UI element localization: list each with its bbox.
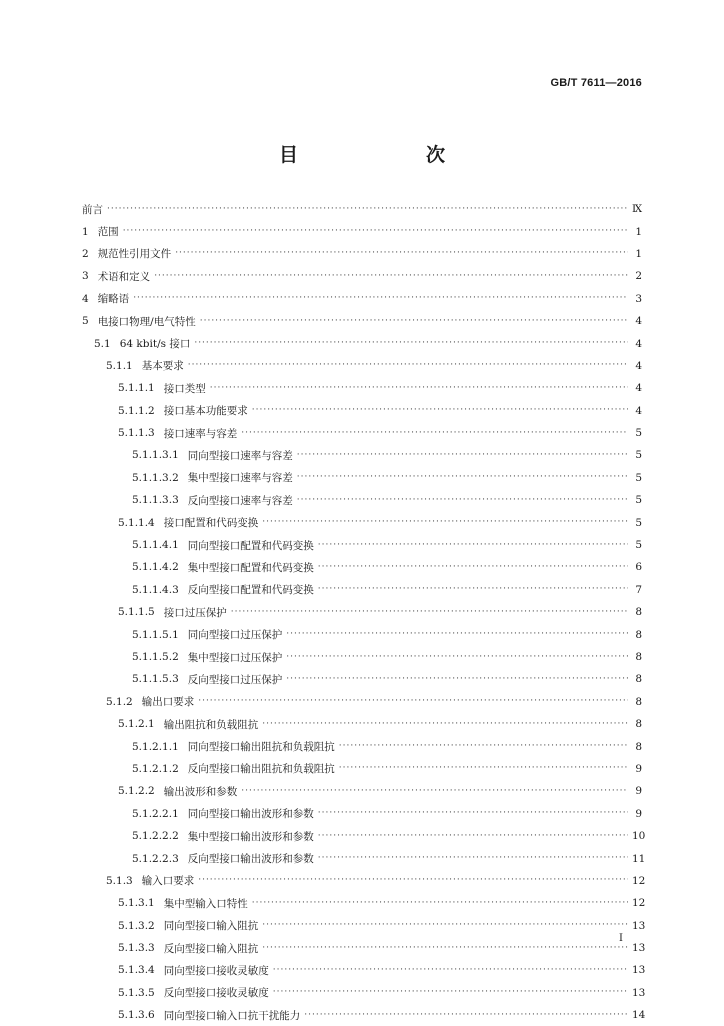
toc-entry-number: 5.1.3.1 xyxy=(118,897,155,910)
toc-entry[interactable] xyxy=(82,444,642,466)
dot-leader xyxy=(194,339,628,348)
dot-leader xyxy=(318,563,628,572)
toc-entry-number: 1 xyxy=(82,225,89,238)
toc-entry-label: 接口类型 xyxy=(163,382,206,395)
dot-leader xyxy=(339,742,628,751)
table-of-contents xyxy=(82,198,646,1026)
toc-entry-page: 13 xyxy=(632,964,646,977)
toc-entry-label: 输出阻抗和负载阻抗 xyxy=(163,718,259,731)
toc-entry-label: 范围 xyxy=(97,226,119,239)
toc-entry[interactable] xyxy=(82,400,642,422)
toc-entry-page: 2 xyxy=(635,270,642,283)
toc-entry-label: 基本要求 xyxy=(141,360,184,373)
dot-leader xyxy=(318,585,628,594)
toc-entry-page: 9 xyxy=(635,785,642,798)
toc-entry-page: 10 xyxy=(632,830,646,843)
dot-leader xyxy=(318,854,628,863)
page-number: I xyxy=(619,933,623,944)
dot-leader xyxy=(262,720,628,729)
toc-entry-number: 4 xyxy=(82,292,89,305)
dot-leader xyxy=(318,541,628,550)
toc-entry-label: 集中型输入口特性 xyxy=(163,897,248,910)
dot-leader xyxy=(198,876,628,885)
dot-leader xyxy=(286,653,628,662)
toc-entry[interactable] xyxy=(82,937,646,959)
toc-entry-label: 同向型接口输出阻抗和负载阻抗 xyxy=(187,741,335,754)
dot-leader xyxy=(304,1011,628,1020)
toc-entry-label: 术语和定义 xyxy=(97,270,151,283)
toc-entry-number: 5.1.1.4 xyxy=(118,516,155,529)
toc-entry-number: 2 xyxy=(82,247,89,260)
dot-leader xyxy=(210,384,628,393)
dot-leader xyxy=(297,473,628,482)
toc-entry-number: 5.1.3.6 xyxy=(118,1009,155,1022)
toc-entry-number: 5.1.1.4.3 xyxy=(132,583,179,596)
toc-entry[interactable] xyxy=(82,713,642,735)
dot-leader xyxy=(262,518,628,527)
dot-leader xyxy=(286,630,628,639)
toc-entry[interactable] xyxy=(82,780,642,802)
toc-entry[interactable] xyxy=(82,288,642,310)
toc-entry[interactable] xyxy=(82,735,642,757)
toc-entry-label: 集中型接口速率与容差 xyxy=(187,472,293,485)
toc-entry-number: 5.1 xyxy=(94,337,111,350)
toc-entry-number: 5.1.1.3 xyxy=(118,427,155,440)
toc-entry[interactable] xyxy=(82,915,646,937)
toc-entry-page: 8 xyxy=(635,718,642,731)
toc-entry-label: 反向型接口接收灵敏度 xyxy=(163,987,269,1000)
toc-entry[interactable] xyxy=(82,310,642,332)
toc-entry-page: 9 xyxy=(635,762,642,775)
toc-entry-number: 5.1.3 xyxy=(106,874,133,887)
dot-leader xyxy=(297,451,628,460)
dot-leader xyxy=(200,317,628,326)
toc-entry-label: 接口基本功能要求 xyxy=(163,405,248,418)
toc-entry[interactable] xyxy=(82,579,642,601)
toc-entry-label: 规范性引用文件 xyxy=(97,248,172,261)
toc-entry-page: 12 xyxy=(632,897,646,910)
dot-leader xyxy=(318,832,628,841)
toc-entry-label: 缩略语 xyxy=(97,293,130,306)
toc-entry-page: 8 xyxy=(635,740,642,753)
toc-entry-page: 12 xyxy=(632,874,646,887)
standard-number: GB/T 7611—2016 xyxy=(550,77,642,89)
toc-entry-label: 集中型接口输出波形和参数 xyxy=(187,830,314,843)
toc-entry-page: 9 xyxy=(635,807,642,820)
toc-entry-number: 3 xyxy=(82,270,89,283)
toc-entry-number: 5.1.3.4 xyxy=(118,964,155,977)
dot-leader xyxy=(318,809,628,818)
dot-leader xyxy=(154,272,628,281)
toc-entry-number: 5.1.1.3.3 xyxy=(132,494,179,507)
page-title: 目 次 xyxy=(278,144,475,166)
toc-entry-number: 5.1.2.2.3 xyxy=(132,852,179,865)
dot-leader xyxy=(273,988,628,997)
dot-leader xyxy=(262,944,628,953)
toc-entry-label: 接口配置和代码变换 xyxy=(163,517,259,530)
toc-entry-number: 5.1.3.2 xyxy=(118,919,155,932)
toc-entry[interactable] xyxy=(82,758,642,780)
toc-entry-label: 电接口物理/电气特性 xyxy=(97,315,196,328)
toc-entry-page: 8 xyxy=(635,651,642,663)
toc-entry[interactable] xyxy=(82,355,642,377)
toc-entry-label: 同向型接口配置和代码变换 xyxy=(187,539,314,552)
toc-entry-page: 6 xyxy=(635,561,642,574)
toc-entry[interactable] xyxy=(82,623,642,645)
toc-entry-page: 13 xyxy=(632,919,646,932)
toc-entry-number: 5.1.3.5 xyxy=(118,986,155,999)
toc-entry[interactable] xyxy=(82,534,642,556)
dot-leader xyxy=(262,921,628,930)
toc-entry-number: 5.1.1.1 xyxy=(118,382,155,395)
toc-entry-label: 反向型接口输出阻抗和负载阻抗 xyxy=(187,763,335,776)
toc-entry-label: 反向型接口输入阻抗 xyxy=(163,942,259,955)
toc-entry[interactable] xyxy=(82,220,642,242)
toc-entry[interactable] xyxy=(82,422,642,444)
toc-entry-page: 5 xyxy=(635,471,642,484)
toc-entry-page: 4 xyxy=(635,382,642,395)
toc-entry-page: 7 xyxy=(635,583,642,596)
toc-entry[interactable] xyxy=(82,825,646,847)
toc-entry-page: 1 xyxy=(635,225,642,238)
toc-entry-label: 同向型接口输入口抗干扰能力 xyxy=(163,1009,301,1022)
toc-entry[interactable] xyxy=(82,377,642,399)
dot-leader xyxy=(286,675,628,684)
toc-entry-label: 同向型接口接收灵敏度 xyxy=(163,964,269,977)
toc-entry-page: 8 xyxy=(635,628,642,641)
toc-entry-number: 5.1.1.5 xyxy=(118,606,155,619)
toc-entry[interactable] xyxy=(82,870,646,892)
toc-entry[interactable] xyxy=(82,198,642,220)
toc-entry-page: 14 xyxy=(632,1009,646,1022)
dot-leader xyxy=(198,697,628,706)
toc-entry[interactable] xyxy=(82,847,646,869)
dot-leader xyxy=(123,227,628,236)
toc-entry-label: 输入口要求 xyxy=(141,875,195,888)
dot-leader xyxy=(252,406,628,415)
toc-entry-page: 8 xyxy=(635,673,642,686)
toc-entry-label: 同向型接口过压保护 xyxy=(187,629,283,642)
toc-entry[interactable] xyxy=(82,982,646,1004)
dot-leader xyxy=(175,249,628,258)
toc-entry-page: 4 xyxy=(635,359,642,372)
toc-entry-page: 13 xyxy=(632,986,646,999)
toc-entry-number: 5.1.1.4.1 xyxy=(132,539,179,552)
toc-entry-number: 5.1.1.3.2 xyxy=(132,471,179,484)
toc-entry-label: 反向型接口配置和代码变换 xyxy=(187,584,314,597)
toc-entry-page: 4 xyxy=(635,404,642,417)
dot-leader xyxy=(133,294,628,303)
toc-entry-page: 4 xyxy=(635,315,642,328)
toc-entry[interactable] xyxy=(82,668,642,690)
toc-entry[interactable] xyxy=(82,489,642,511)
toc-entry-number: 5.1.2.2.2 xyxy=(132,830,179,843)
toc-entry-label: 集中型接口过压保护 xyxy=(187,651,283,664)
dot-leader xyxy=(188,361,628,370)
toc-entry[interactable] xyxy=(82,243,642,265)
dot-leader xyxy=(241,787,628,796)
toc-entry[interactable] xyxy=(82,691,642,713)
toc-entry-page: 5 xyxy=(635,449,642,462)
toc-entry-label: 64 kbit/s 接口 xyxy=(119,338,191,351)
toc-entry-number: 5.1.3.3 xyxy=(118,942,155,955)
toc-entry-label: 接口速率与容差 xyxy=(163,427,238,440)
toc-entry-page: 8 xyxy=(635,695,642,708)
toc-entry-number: 5.1.2.2 xyxy=(118,785,155,798)
toc-entry-number: 5.1.1.5.3 xyxy=(132,673,179,686)
toc-entry[interactable] xyxy=(82,265,642,287)
toc-entry-page: 5 xyxy=(635,494,642,507)
toc-entry[interactable] xyxy=(82,1004,646,1026)
toc-entry-label: 前言 xyxy=(82,203,103,216)
toc-entry-label: 反向型接口输出波形和参数 xyxy=(187,853,314,866)
toc-entry-label: 接口过压保护 xyxy=(163,606,227,619)
dot-leader xyxy=(252,899,628,908)
toc-entry-page: Ⅸ xyxy=(632,203,643,216)
toc-entry-number: 5.1.1.5.2 xyxy=(132,651,179,663)
toc-entry-label: 同向型接口速率与容差 xyxy=(187,449,293,462)
toc-entry-page: 8 xyxy=(635,606,642,619)
toc-entry-number: 5.1.2.1 xyxy=(118,718,155,731)
toc-entry-label: 反向型接口速率与容差 xyxy=(187,494,293,507)
toc-entry[interactable] xyxy=(82,467,642,489)
toc-entry-label: 同向型接口输入阻抗 xyxy=(163,920,259,933)
toc-entry-number: 5 xyxy=(82,315,89,328)
toc-entry[interactable] xyxy=(82,959,646,981)
toc-entry-number: 5.1.2.1.1 xyxy=(132,740,179,753)
dot-leader xyxy=(273,966,628,975)
dot-leader xyxy=(339,764,628,773)
toc-entry-number: 5.1.2.2.1 xyxy=(132,807,179,820)
toc-entry-page: 4 xyxy=(635,337,642,350)
toc-entry-number: 5.1.1 xyxy=(106,359,133,372)
toc-entry[interactable] xyxy=(82,892,646,914)
toc-entry-label: 集中型接口配置和代码变换 xyxy=(187,561,314,574)
toc-entry-page: 3 xyxy=(635,292,642,305)
toc-entry[interactable] xyxy=(82,556,642,578)
toc-entry-label: 输出口要求 xyxy=(141,696,195,709)
toc-entry-page: 5 xyxy=(635,539,642,552)
toc-entry-page: 5 xyxy=(635,427,642,440)
dot-leader xyxy=(241,429,628,438)
toc-entry-number: 5.1.2 xyxy=(106,695,133,708)
dot-leader xyxy=(297,496,628,505)
toc-entry-number: 5.1.1.4.2 xyxy=(132,561,179,574)
dot-leader xyxy=(231,608,628,617)
toc-entry-number: 5.1.2.1.2 xyxy=(132,762,179,775)
toc-entry[interactable] xyxy=(82,511,642,533)
toc-entry-number: 5.1.1.5.1 xyxy=(132,628,179,641)
toc-entry-page: 1 xyxy=(635,247,642,260)
toc-entry[interactable] xyxy=(82,803,642,825)
toc-entry[interactable] xyxy=(82,332,642,354)
toc-entry-number: 5.1.1.2 xyxy=(118,404,155,417)
toc-entry-label: 同向型接口输出波形和参数 xyxy=(187,808,314,821)
toc-entry-page: 5 xyxy=(635,516,642,529)
toc-entry-page: 13 xyxy=(632,942,646,955)
toc-entry[interactable] xyxy=(82,601,642,623)
toc-entry-number: 5.1.1.3.1 xyxy=(132,449,179,462)
dot-leader xyxy=(107,205,628,214)
toc-entry-label: 输出波形和参数 xyxy=(163,785,238,798)
toc-entry[interactable] xyxy=(82,646,642,668)
toc-entry-page: 11 xyxy=(632,852,646,865)
toc-entry-label: 反向型接口过压保护 xyxy=(187,673,283,686)
